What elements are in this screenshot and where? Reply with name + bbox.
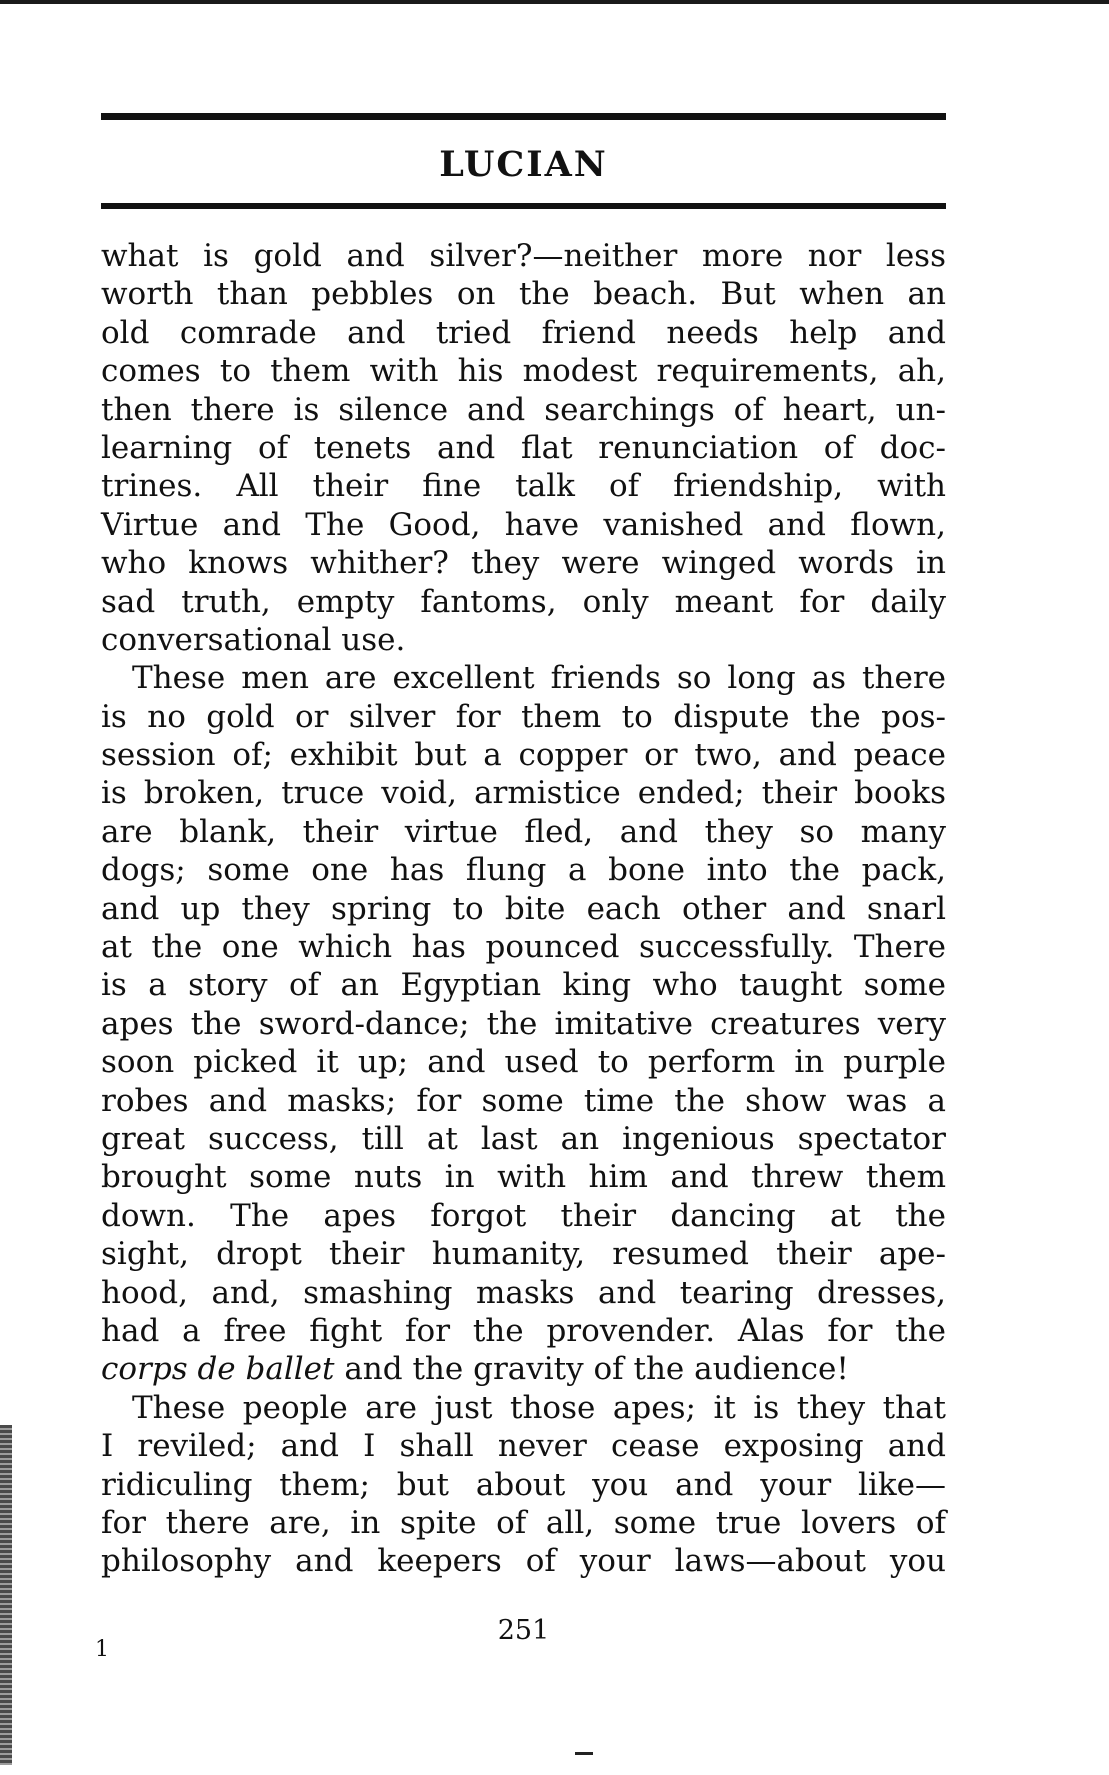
text-line: ridiculing them; but about you and your like—	[101, 1466, 946, 1503]
text-line: had a free fight for the provender. Alas for the	[101, 1312, 946, 1349]
text-line: robes and masks; for some time the show was a	[101, 1082, 946, 1119]
paragraph-end-line	[101, 1350, 946, 1388]
text-line: session of; exhibit but a copper or two, and peace	[101, 737, 946, 774]
text-line: worth than pebbles on the beach. But when an	[101, 276, 946, 313]
text-line: hood, and, smashing masks and tearing dresses,	[101, 1274, 946, 1311]
text-line: and up they spring to bite each other and snarl	[101, 890, 946, 927]
text-fragment: and the gravity of the audience!	[344, 1351, 849, 1388]
paragraph-end-line: conversational use.	[101, 621, 406, 658]
text-line: soon picked it up; and used to perform in purple	[101, 1044, 946, 1081]
text-line: who knows whither? they were winged words in	[101, 545, 946, 582]
text-line: Virtue and The Good, have vanished and flown,	[101, 506, 946, 543]
text-line: brought some nuts in with him and threw them	[101, 1159, 946, 1196]
body-text	[101, 237, 946, 1581]
text-line: comes to them with his modest requirements, ah,	[101, 353, 946, 390]
text-line: dogs; some one has flung a bone into the pack,	[101, 852, 946, 889]
text-line: is broken, truce void, armistice ended; their books	[101, 775, 946, 812]
text-line: I reviled; and I shall never cease exposing and	[101, 1428, 946, 1465]
page-number: 251	[497, 1615, 550, 1646]
text-line: learning of tenets and flat renunciation of doc-	[101, 429, 946, 466]
text-line: down. The apes forgot their dancing at the	[101, 1197, 946, 1234]
text-line: sight, dropt their humanity, resumed their ape-	[101, 1236, 946, 1273]
text-line: philosophy and keepers of your laws—about you	[101, 1543, 946, 1580]
binding-gutter-shadow	[0, 1425, 12, 1765]
text-line: old comrade and tried friend needs help and	[101, 314, 946, 351]
text-line: at the one which has pounced successfully. There	[101, 929, 946, 966]
bottom-dash-mark	[575, 1752, 593, 1755]
paragraph-start-line: These people are just those apes; it is they that	[132, 1389, 946, 1426]
italic-phrase: corps de ballet	[101, 1351, 335, 1388]
text-line: for there are, in spite of all, some true lovers of	[101, 1504, 946, 1541]
text-line: what is gold and silver?—neither more nor less	[101, 238, 946, 274]
text-line: trines. All their fine talk of friendship, with	[101, 468, 946, 505]
header-rule-top	[101, 113, 946, 120]
header-rule-bottom	[101, 203, 946, 209]
text-line: great success, till at last an ingenious spectator	[101, 1120, 946, 1157]
text-line: is no gold or silver for them to dispute the pos-	[101, 698, 946, 735]
paragraph-start-line: These men are excellent friends so long as there	[132, 660, 946, 697]
text-line: sad truth, empty fantoms, only meant for daily	[101, 583, 946, 620]
text-line: then there is silence and searchings of heart, un-	[101, 391, 946, 428]
page-top-edge	[0, 0, 1109, 4]
running-head: LUCIAN	[439, 144, 608, 185]
text-line: is a story of an Egyptian king who taught some	[101, 967, 946, 1004]
signature-mark: 1	[95, 1637, 109, 1662]
text-line: apes the sword-dance; the imitative creatures very	[101, 1005, 946, 1042]
text-line: are blank, their virtue fled, and they so many	[101, 813, 946, 850]
